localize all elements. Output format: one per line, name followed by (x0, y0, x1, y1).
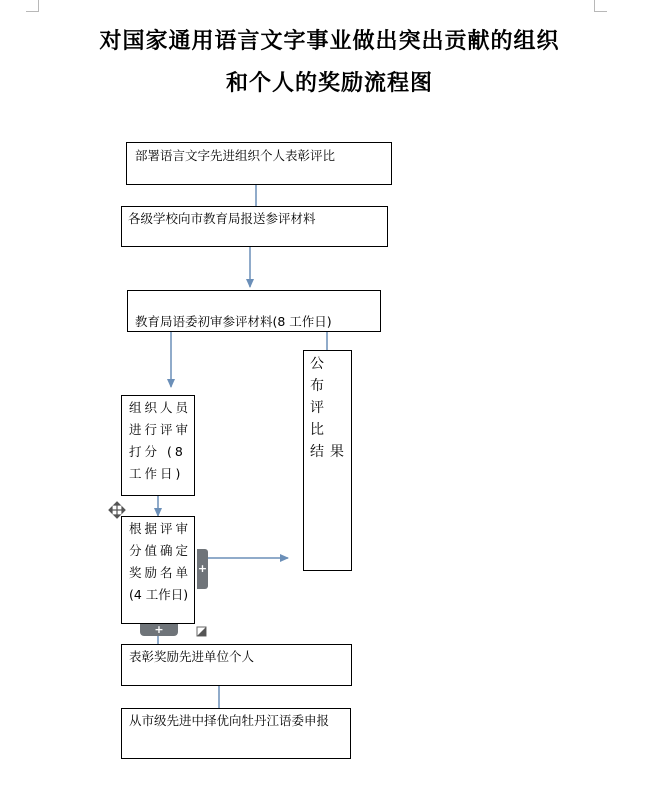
step-commend-text: 表彰奖励先进单位个人 (129, 649, 255, 664)
step-commend-box[interactable] (121, 644, 352, 686)
step-score-line-1: 组织人员 (129, 400, 192, 415)
step-score-line-2: 进行评审 (129, 422, 192, 437)
step-publish-line-3: 结果 (310, 444, 350, 460)
step-list-line-1: 根据评审 (129, 521, 192, 536)
step-recommend-box[interactable] (121, 708, 351, 759)
page-title-line1: 对国家通用语言文字事业做出突出贡献的组织 (99, 28, 560, 54)
step-publish-box[interactable] (303, 350, 352, 571)
step-publish-line-2: 评 比 (310, 400, 330, 438)
page-title-line2: 和个人的奖励流程图 (225, 70, 433, 96)
step-list-line-2: 分值确定 (129, 543, 192, 558)
step-submit-box[interactable] (121, 206, 388, 247)
step-score-line-4: 工作日) (129, 466, 184, 481)
add-below-icon[interactable]: + (140, 624, 178, 636)
step-score-line-3: 打分 (8 (129, 444, 186, 459)
step-recommend-text: 从市级先进中择优向牡丹江语委申报 (129, 713, 330, 728)
step-deploy-box[interactable] (126, 142, 392, 185)
step-publish-line-1: 公 布 (310, 356, 330, 394)
step-review-box[interactable] (127, 290, 381, 332)
step-list-line-3: 奖励名单 (129, 565, 192, 580)
add-right-icon[interactable]: + (197, 549, 208, 589)
step-submit-text: 各级学校向市教育局报送参评材料 (128, 211, 316, 226)
step-score-box[interactable] (121, 395, 195, 496)
step-deploy-text: 部署语言文字先进组织个人表彰评比 (135, 148, 336, 163)
step-list-box[interactable] (121, 516, 195, 624)
step-review-text: 教育局语委初审参评材料(8 工作日) (135, 314, 332, 329)
step-list-line-4: (4 工作日) (129, 587, 189, 602)
